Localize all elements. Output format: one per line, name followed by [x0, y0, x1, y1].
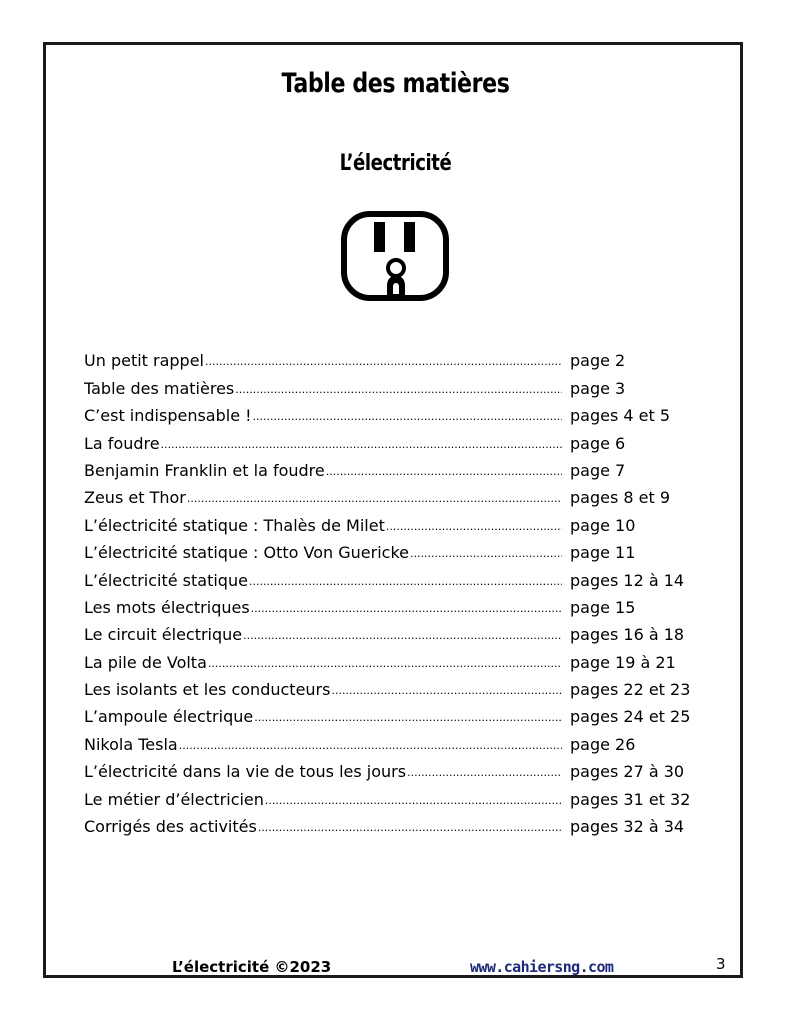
toc-label: La pile de Volta [84, 652, 207, 672]
toc-label: L’électricité dans la vie de tous les jours [84, 762, 407, 782]
toc-leader-dots [326, 464, 562, 480]
toc-entry [84, 351, 562, 370]
toc-leader-dots [251, 601, 562, 617]
toc-row [84, 644, 724, 671]
toc-leader-dots [243, 628, 562, 644]
toc-label: L’électricité statique : Thalès de Milet [84, 515, 385, 535]
toc-row [84, 480, 724, 507]
toc-label: Un petit rappel [84, 351, 204, 371]
toc-page-ref: page 10 [570, 515, 636, 535]
toc-entry [84, 625, 562, 644]
toc-entry [84, 571, 562, 590]
toc-page-ref: pages 8 et 9 [570, 488, 671, 508]
toc-page-ref: page 11 [570, 543, 636, 563]
toc-page-ref: page 3 [570, 378, 626, 398]
toc-page-ref: pages 27 à 30 [570, 762, 685, 782]
toc-row [84, 726, 724, 753]
toc-row [84, 672, 724, 699]
toc-label: Benjamin Franklin et la foudre [84, 460, 325, 480]
toc-leader-dots [265, 793, 562, 809]
toc-leader-dots [161, 437, 562, 453]
toc-label: La foudre [84, 433, 160, 453]
toc-leader-dots [258, 820, 562, 836]
toc-label: L’électricité statique : Otto Von Guericke [84, 543, 409, 563]
toc-leader-dots [253, 409, 562, 425]
toc-label: L’ampoule électrique [84, 707, 254, 727]
page-number: 3 [716, 955, 726, 973]
toc-row [84, 809, 724, 836]
toc-row [84, 507, 724, 534]
toc-entry [84, 680, 562, 699]
toc-entry [84, 598, 562, 617]
toc-label: C’est indispensable ! [84, 406, 252, 426]
toc-entry [84, 516, 562, 535]
toc-entry [84, 434, 562, 453]
toc-leader-dots [254, 710, 562, 726]
toc-page-ref: page 6 [570, 433, 626, 453]
toc-row [84, 425, 724, 452]
toc-leader-dots [208, 656, 562, 672]
toc-label: L’électricité statique [84, 570, 248, 590]
toc-leader-dots [205, 354, 562, 370]
toc-row [84, 754, 724, 781]
toc-page-ref: page 2 [570, 351, 626, 371]
toc-leader-dots [187, 491, 562, 507]
toc-entry [84, 762, 562, 781]
page-title: Table des matières [281, 68, 510, 99]
toc-row [84, 699, 724, 726]
toc-page-ref: page 19 à 21 [570, 652, 676, 672]
toc-leader-dots [410, 546, 562, 562]
toc-entry [84, 817, 562, 836]
page-subtitle: L’électricité [339, 151, 452, 176]
toc-entry [84, 406, 562, 425]
toc-page-ref: pages 12 à 14 [570, 570, 685, 590]
toc-label: Zeus et Thor [84, 488, 186, 508]
toc-page-ref: pages 32 à 34 [570, 817, 685, 837]
toc-leader-dots [407, 765, 562, 781]
toc-page-ref: pages 31 et 32 [570, 789, 691, 809]
toc-leader-dots [235, 382, 562, 398]
toc-page-ref: pages 22 et 23 [570, 680, 691, 700]
toc-label: Les isolants et les conducteurs [84, 680, 331, 700]
toc-label: Le métier d’électricien [84, 789, 264, 809]
toc-leader-dots [331, 683, 562, 699]
toc-row [84, 781, 724, 808]
toc-row [84, 617, 724, 644]
table-of-contents [84, 343, 724, 836]
toc-entry [84, 653, 562, 672]
toc-leader-dots [386, 519, 562, 535]
toc-page-ref: page 26 [570, 734, 636, 754]
footer-copyright: L’électricité ©2023 [172, 958, 332, 976]
toc-page-ref: page 7 [570, 460, 626, 480]
toc-row [84, 562, 724, 589]
toc-leader-dots [249, 574, 562, 590]
toc-leader-dots [179, 738, 562, 754]
toc-label: Table des matières [84, 378, 235, 398]
toc-row [84, 398, 724, 425]
toc-entry [84, 379, 562, 398]
toc-row [84, 343, 724, 370]
footer-website-link[interactable]: www.cahiersng.com [470, 958, 614, 976]
toc-entry [84, 790, 562, 809]
toc-label: Corrigés des activités [84, 817, 257, 837]
toc-page-ref: page 15 [570, 597, 636, 617]
toc-entry [84, 461, 562, 480]
toc-row [84, 535, 724, 562]
toc-page-ref: pages 4 et 5 [570, 406, 671, 426]
toc-entry [84, 488, 562, 507]
toc-row [84, 370, 724, 397]
toc-label: Les mots électriques [84, 597, 250, 617]
toc-entry [84, 543, 562, 562]
toc-page-ref: pages 16 à 18 [570, 625, 685, 645]
toc-page-ref: pages 24 et 25 [570, 707, 691, 727]
toc-entry [84, 735, 562, 754]
toc-label: Le circuit électrique [84, 625, 243, 645]
electrical-outlet-icon [340, 210, 450, 302]
toc-row [84, 453, 724, 480]
toc-row [84, 590, 724, 617]
toc-label: Nikola Tesla [84, 734, 178, 754]
toc-entry [84, 707, 562, 726]
